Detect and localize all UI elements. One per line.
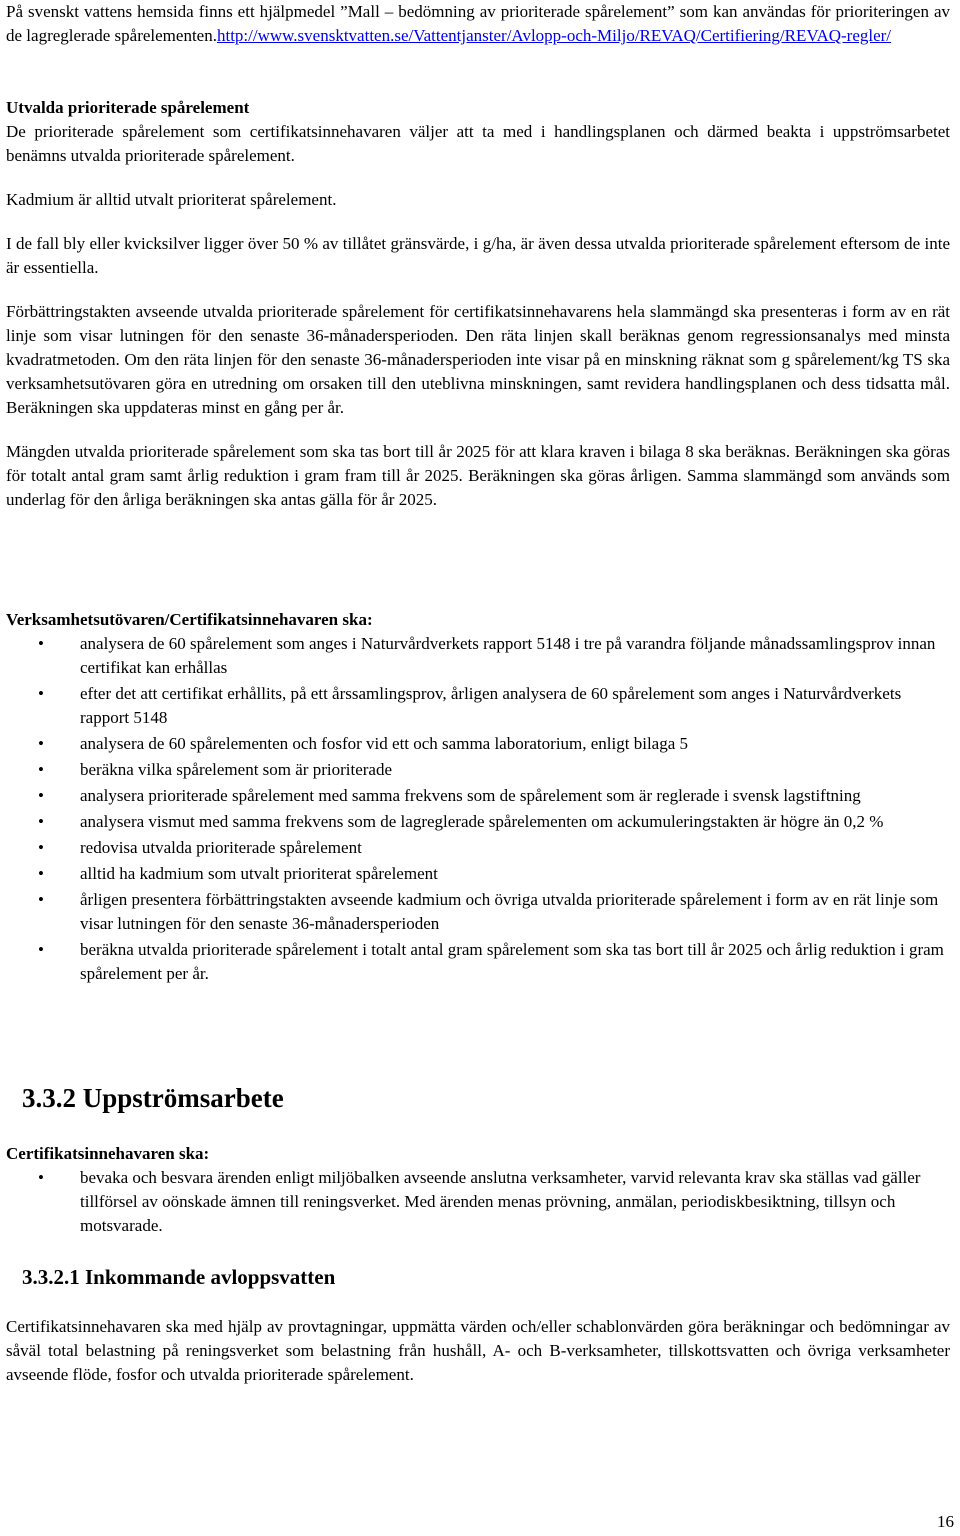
section-heading: Utvalda prioriterade spårelement <box>6 98 250 117</box>
page-number: 16 <box>937 1512 954 1531</box>
section-title-uppstromsarbete: 3.3.2 Uppströmsarbete <box>22 1083 284 1113</box>
paragraph: Förbättringstakten avseende utvalda prioriterade spårelement för certifikatsinnehavarens hela slammängd ska presenteras i form av en rät linje som visar lutningen för den senaste 36-månadersperioden. Den räta linjen skall beräknas genom regressionsanalys med minsta kvadratmetoden. Om den räta linjen för den senaste 36-månadersperioden inte visar på en minskning räknat som g spårelement/kg TS ska verksamhetsutövaren göra en utredning om orsaken till den uteblivna minskningen, samt revidera handlingsplanen och dess tidsatta mål. Beräkningen ska uppdateras minst en gång per år. <box>6 302 950 417</box>
section-title-inkommande: 3.3.2.1 Inkommande avloppsvatten <box>22 1265 336 1289</box>
requirement-list <box>6 632 950 986</box>
bullet-icon: • <box>38 786 44 805</box>
bullet-icon: • <box>38 634 44 653</box>
intro-block <box>6 0 950 48</box>
list-item: • analysera prioriterade spårelement med samma frekvens som de spårelement som är reglerade i svensk lagstiftning <box>6 784 950 808</box>
section-heading: Certifikatsinnehavaren ska: <box>6 1144 210 1163</box>
bullet-icon: • <box>38 760 44 779</box>
intro-paragraph <box>6 0 950 48</box>
list-item: • årligen presentera förbättringstakten avseende kadmium och övriga utvalda prioriterade spårelement i form av en rät linje som visar lutningen för den senaste 36-månadersperioden <box>38 890 939 933</box>
list-item: • analysera vismut med samma frekvens som de lagreglerade spårelementen om ackumuleringstakten är högre än 0,2 % <box>6 810 950 834</box>
section-heading: Verksamhetsutövaren/Certifikatsinnehavaren ska: <box>6 610 373 629</box>
section-verksamhetsutovaren <box>6 608 950 988</box>
paragraph: De prioriterade spårelement som certifikatsinnehavaren väljer att ta med i handlingsplanen och därmed beakta i uppströmsarbetet benämns utvalda prioriterade spårelement. <box>6 122 950 165</box>
bullet-icon: • <box>38 1168 44 1187</box>
paragraph: Certifikatsinnehavaren ska med hjälp av provtagningar, uppmätta värden och/eller schablonvärden göra beräkningar och bedömningar av såväl total belastning på reningsverket som belastning från hushåll, A- och B-verksamheter, tillskottsvatten och övriga verksamheter avseende flöde, fosfor och utvalda prioriterade spårelement. <box>6 1317 950 1384</box>
list-item: • analysera de 60 spårelement som anges i Naturvårdverkets rapport 5148 i tre på varandra följande månadssamlingsprov innan certifikat kan erhållas <box>38 634 936 677</box>
paragraph: I de fall bly eller kvicksilver ligger över 50 % av tillåtet gränsvärde, i g/ha, är även dessa utvalda prioriterade spårelement eftersom de inte är essentiella. <box>6 234 950 277</box>
bullet-icon: • <box>38 838 44 857</box>
list-item: • analysera de 60 spårelementen och fosfor vid ett och samma laboratorium, enligt bilaga 5 <box>6 732 950 756</box>
section-uppstromsarbete <box>6 1142 950 1240</box>
bullet-icon: • <box>38 890 44 909</box>
intro-text: På svenskt vattens hemsida finns ett hjälpmedel ”Mall – bedömning av prioriterade spårelement” som kan användas för prioriteringen av de lagreglerade spårelementen. <box>6 2 950 45</box>
bullet-icon: • <box>38 684 44 703</box>
list-item: • bevaka och besvara ärenden enligt miljöbalken avseende anslutna verksamheter, varvid relevanta krav ska ställas vad gäller tillförsel av oönskade ämnen till reningsverket. Med ärenden menas prövning, anmälan, periodiskbesiktning, tillsyn och motsvarade. <box>38 1168 921 1235</box>
list-item: • efter det att certifikat erhållits, på ett årssamlingsprov, årligen analysera de 60 spårelement som anges i Naturvårdverkets rapport 5148 <box>38 684 902 727</box>
bullet-icon: • <box>38 864 44 883</box>
paragraph: Mängden utvalda prioriterade spårelement som ska tas bort till år 2025 för att klara kraven i bilaga 8 ska beräknas. Beräkningen ska göras för totalt antal gram samt årlig reduktion i gram fram till år 2025. Beräkningen ska göras årligen. Samma slammängd som används som underlag för den årliga beräkningen ska antas gälla för år 2025. <box>6 442 950 509</box>
intro-link[interactable]: http://www.svensktvatten.se/Vattentjanster/Avlopp-och-Miljo/REVAQ/Certifiering/REVAQ-regler/ <box>216 26 892 45</box>
list-item: • beräkna vilka spårelement som är prioriterade <box>6 758 950 782</box>
list-item: • redovisa utvalda prioriterade spårelement <box>6 836 950 860</box>
paragraph: Kadmium är alltid utvalt prioriterat spårelement. <box>6 190 337 209</box>
section-utvalda <box>6 96 950 512</box>
section-inkommande <box>6 1315 950 1387</box>
bullet-icon: • <box>38 940 44 959</box>
bullet-icon: • <box>38 734 44 753</box>
requirement-list <box>6 1166 950 1238</box>
list-item: • alltid ha kadmium som utvalt prioriterat spårelement <box>6 862 950 886</box>
bullet-icon: • <box>38 812 44 831</box>
list-item: • beräkna utvalda prioriterade spårelement i totalt antal gram spårelement som ska tas bort till år 2025 och årlig reduktion i gram spårelement per år. <box>38 940 944 983</box>
